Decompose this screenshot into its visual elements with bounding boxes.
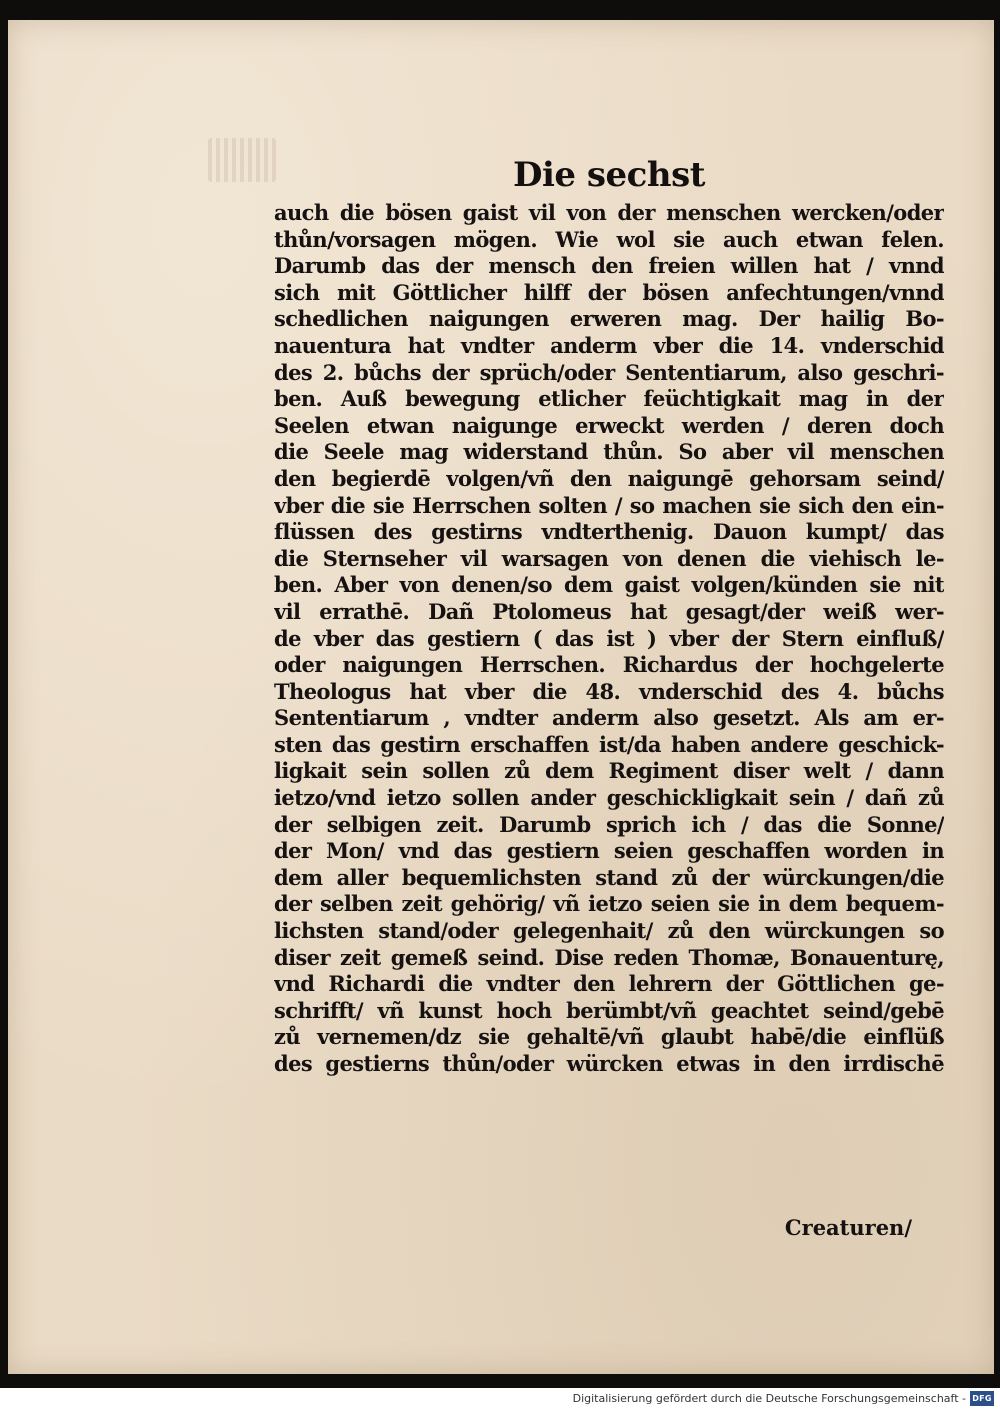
text-line: flüssen des gestirns vndterthenig. Dauon kumpt/ das [274,519,944,545]
text-line: zů vernemen/dz sie gehaltē/vñ glaubt habē/die einflüß [274,1024,944,1050]
text-line: vil errathē. Dañ Ptolomeus hat gesagt/der weiß wer- [274,598,944,624]
funding-credit: Digitalisierung gefördert durch die Deutsche Forschungsgemeinschaft - [572,1392,966,1405]
text-line: ben. Aber von denen/so dem gaist volgen/künden sie nit [274,572,944,598]
text-line: des 2. bůchs der sprüch/oder Sententiarum, also geschri- [274,359,944,385]
text-line: die Sternseher vil warsagen von denen die viehisch le- [274,545,944,571]
text-line: de vber das gestiern ( das ist ) vber der Stern einfluß/ [274,625,944,651]
text-line: schedlichen naigungen erweren mag. Der hailig Bo- [274,306,944,332]
text-line: ietzo/vnd ietzo sollen ander geschickligkait sein / dañ zů [274,785,944,811]
text-line: der selbigen zeit. Darumb sprich ich / das die Sonne/ [274,811,944,837]
catchword: Creaturen/ [784,1215,912,1240]
text-line: die Seele mag widerstand thůn. So aber vil menschen [274,439,944,465]
running-head: Die sechst [513,155,705,195]
text-line: schrifft/ vñ kunst hoch berümbt/vñ geachtet seind/gebē [274,997,944,1023]
text-line: thůn/vorsagen mögen. Wie wol sie auch etwan felen. [274,226,944,252]
text-line: Darumb das der mensch den freien willen hat / vnnd [274,253,944,279]
text-line: nauentura hat vndter anderm vber die 14. vnderschid [274,332,944,358]
text-line: Sententiarum , vndter anderm also gesetzt. Als am er- [274,705,944,731]
text-line: der selben zeit gehörig/ vñ ietzo seien sie in dem bequem- [274,891,944,917]
text-line: dem aller bequemlichsten stand zů der würckungen/die [274,864,944,890]
text-line: ligkait sein sollen zů dem Regiment diser welt / dann [274,758,944,784]
text-line: Seelen etwan naigunge erweckt werden / deren doch [274,412,944,438]
show-through-mark [208,138,276,182]
text-line: ben. Auß bewegung etlicher feüchtigkait mag in der [274,386,944,412]
footer-bar [0,1388,1000,1410]
text-line: vber die sie Herrschen solten / so machen sie sich den ein- [274,492,944,518]
text-line: oder naigungen Herrschen. Richardus der hochgelerte [274,652,944,678]
text-line: sten das gestirn erschaffen ist/da haben andere geschick- [274,731,944,757]
book-page [8,20,994,1374]
text-line: diser zeit gemeß seind. Dise reden Thomæ, Bonauenturę, [274,944,944,970]
body-text [274,200,944,1078]
text-line: des gestierns thůn/oder würcken etwas in den irrdischē [274,1051,944,1076]
text-line: auch die bösen gaist vil von der menschen wercken/oder [274,200,944,225]
text-line: lichsten stand/oder gelegenhait/ zů den würckungen so [274,918,944,944]
text-line: Theologus hat vber die 48. vnderschid des 4. bůchs [274,678,944,704]
text-line: vnd Richardi die vndter den lehrern der Göttlichen ge- [274,971,944,997]
text-line: der Mon/ vnd das gestiern seien geschaffen worden in [274,838,944,864]
text-line: den begierdē volgen/vñ den naigungē gehorsam seind/ [274,465,944,491]
text-line: sich mit Göttlicher hilff der bösen anfechtungen/vnnd [274,279,944,305]
dfg-logo-icon: DFG [970,1391,994,1406]
